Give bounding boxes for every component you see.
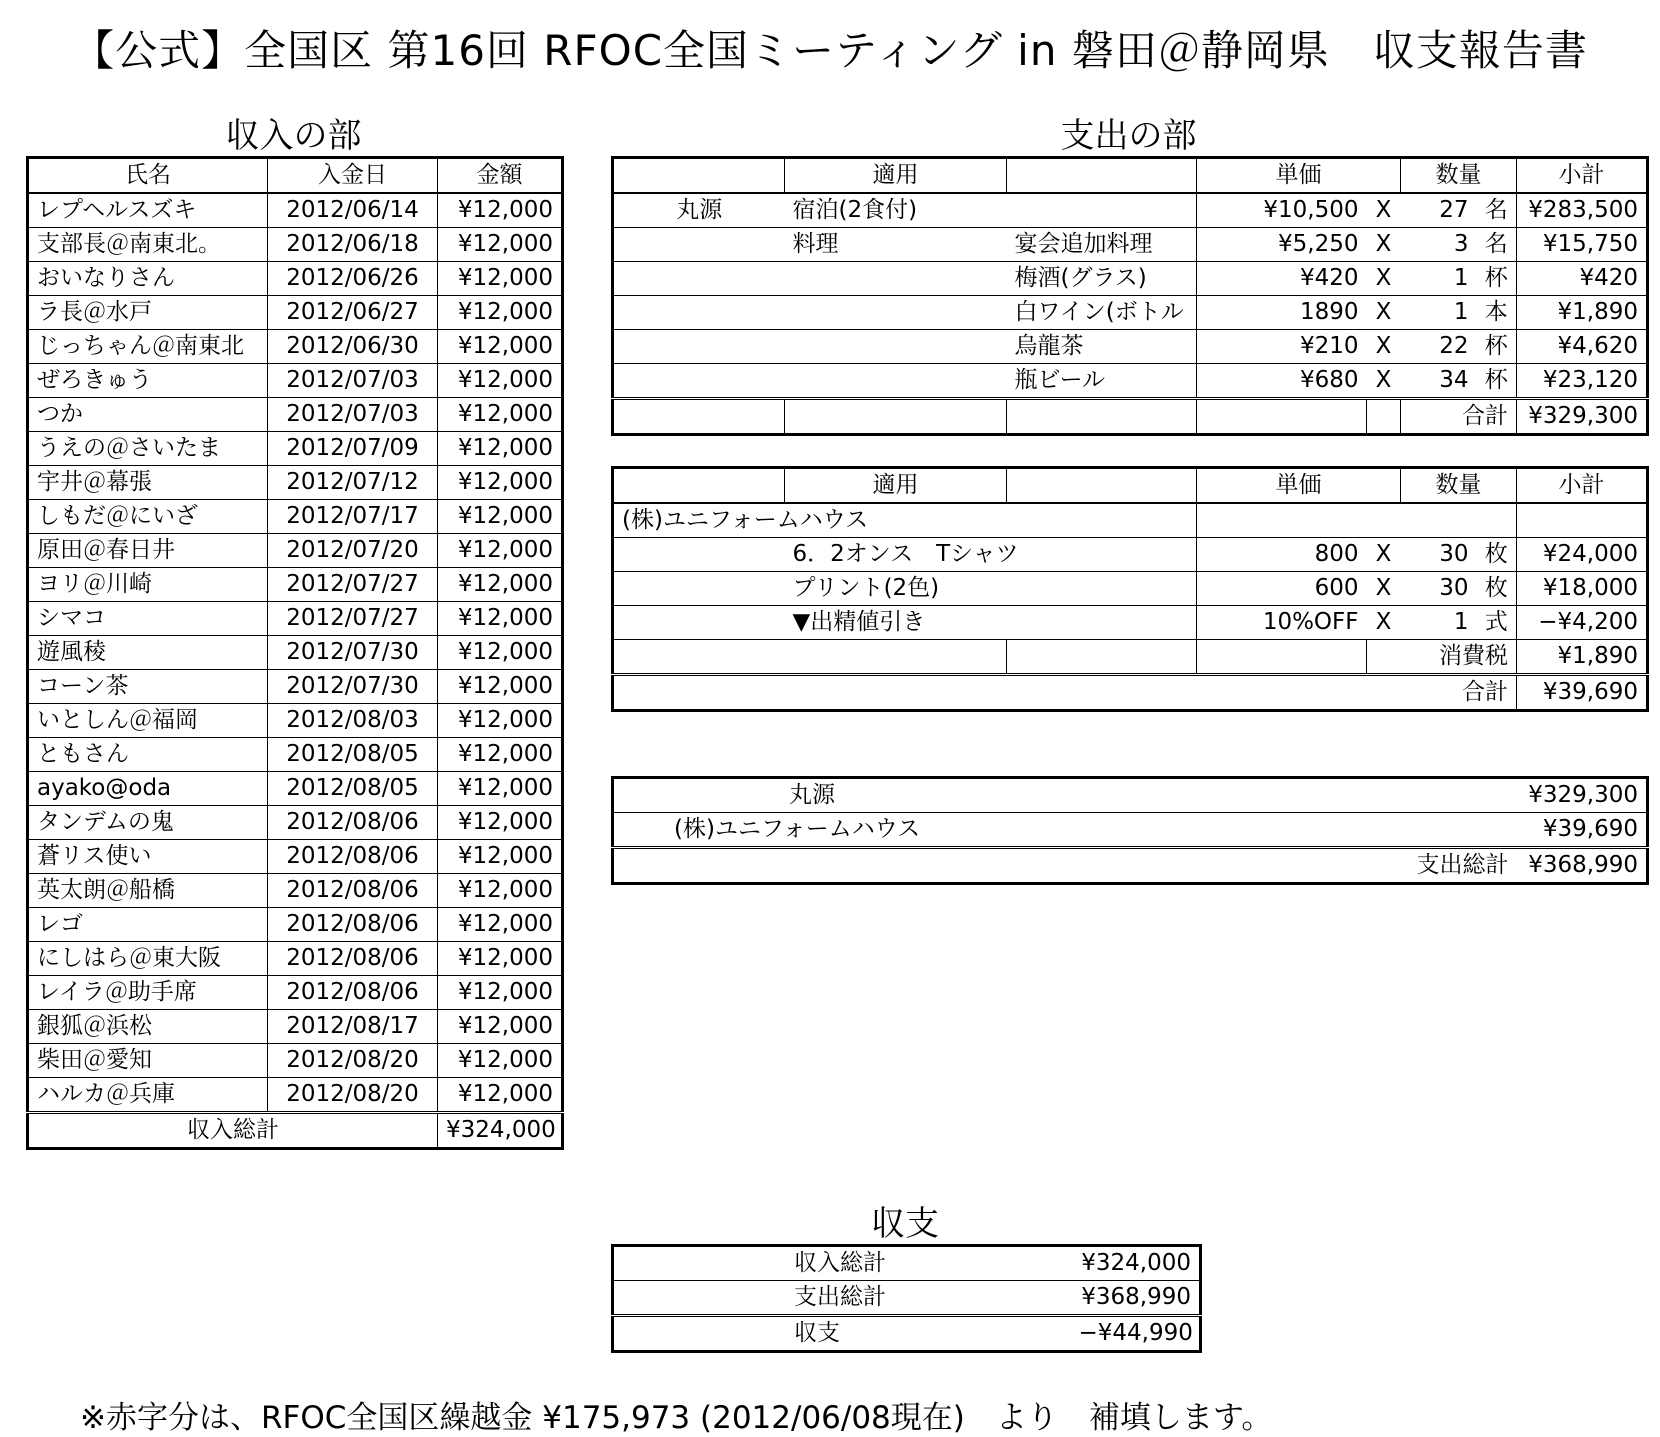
- payment-amount: ¥12,000: [438, 534, 563, 568]
- blank: [1517, 503, 1648, 538]
- subtotal: ¥24,000: [1517, 538, 1648, 572]
- payer-name: ハルカ＠兵庫: [28, 1078, 268, 1113]
- unit-price: ¥210: [1197, 330, 1367, 364]
- subtotal: ¥23,120: [1517, 364, 1648, 399]
- quantity: 34: [1401, 364, 1477, 399]
- times-sign: X: [1367, 228, 1401, 262]
- expense1-row: [613, 228, 1648, 262]
- payment-date: 2012/07/17: [268, 500, 438, 534]
- blank: [1007, 399, 1197, 435]
- payer-name: レゴ: [28, 908, 268, 942]
- blank: [613, 399, 785, 435]
- expense-grand-total-label: 支出総計: [613, 848, 1517, 884]
- times-sign: X: [1367, 193, 1401, 228]
- payment-amount: ¥12,000: [438, 670, 563, 704]
- expense2-row: [613, 606, 1648, 640]
- payment-amount: ¥12,000: [438, 432, 563, 466]
- column-header: 単価: [1197, 158, 1401, 194]
- expense-summary-table: [611, 776, 1649, 885]
- payment-amount: ¥12,000: [438, 840, 563, 874]
- payment-date: 2012/07/09: [268, 432, 438, 466]
- balance-row: [613, 1246, 1201, 1281]
- income-row: [28, 636, 563, 670]
- income-row: [28, 466, 563, 500]
- payment-amount: ¥12,000: [438, 228, 563, 262]
- payment-amount: ¥12,000: [438, 874, 563, 908]
- balance-label: 収入総計: [613, 1246, 1071, 1281]
- income-row: [28, 500, 563, 534]
- income-row: [28, 1078, 563, 1113]
- payer-name: 柴田＠愛知: [28, 1044, 268, 1078]
- balance-row: [613, 1316, 1201, 1352]
- payment-date: 2012/06/30: [268, 330, 438, 364]
- column-header: 入金日: [268, 158, 438, 194]
- summary-value: ¥329,300: [1517, 778, 1648, 813]
- vendor-name: [613, 296, 785, 330]
- payer-name: レイラ＠助手席: [28, 976, 268, 1010]
- payer-name: おいなりさん: [28, 262, 268, 296]
- payer-name: ぜろきゅう: [28, 364, 268, 398]
- income-total-row: [28, 1113, 563, 1149]
- payment-amount: ¥12,000: [438, 330, 563, 364]
- payer-name: 支部長＠南東北。: [28, 228, 268, 262]
- blank: [1007, 640, 1197, 675]
- payment-amount: ¥12,000: [438, 772, 563, 806]
- payer-name: タンデムの鬼: [28, 806, 268, 840]
- payment-amount: ¥12,000: [438, 908, 563, 942]
- unit: 式: [1477, 606, 1517, 640]
- income-row: [28, 228, 563, 262]
- payment-date: 2012/08/06: [268, 874, 438, 908]
- payer-name: ayako@oda: [28, 772, 268, 806]
- payment-amount: ¥12,000: [438, 1010, 563, 1044]
- balance-label: 収支: [613, 1316, 1071, 1352]
- expense1-total-row: [613, 399, 1648, 435]
- item-name: [785, 296, 1007, 330]
- expense2-total-label: 合計: [613, 675, 1517, 711]
- payment-amount: ¥12,000: [438, 1044, 563, 1078]
- expense1-row: [613, 193, 1648, 228]
- payment-date: 2012/06/27: [268, 296, 438, 330]
- income-row: [28, 772, 563, 806]
- payment-date: 2012/07/03: [268, 398, 438, 432]
- times-sign: X: [1367, 572, 1401, 606]
- item-detail: 烏龍茶: [1007, 330, 1197, 364]
- balance-value: −¥44,990: [1071, 1316, 1201, 1352]
- payment-date: 2012/06/14: [268, 193, 438, 228]
- item-detail: 瓶ビール: [1007, 364, 1197, 399]
- vendor-name: (株)ユニフォームハウス: [613, 503, 1197, 538]
- column-header: 金額: [438, 158, 563, 194]
- item-name: [785, 364, 1007, 399]
- tax-value: ¥1,890: [1517, 640, 1648, 675]
- item-name: [785, 330, 1007, 364]
- payer-name: にしはら＠東大阪: [28, 942, 268, 976]
- unit-price: ¥10,500: [1197, 193, 1367, 228]
- expense2-row: [613, 538, 1648, 572]
- blank: [613, 538, 785, 572]
- income-row: [28, 296, 563, 330]
- blank: [1197, 503, 1517, 538]
- column-header: 数量: [1401, 468, 1517, 504]
- quantity: 22: [1401, 330, 1477, 364]
- income-total-label: 収入総計: [28, 1113, 438, 1149]
- payment-date: 2012/08/06: [268, 806, 438, 840]
- vendor-name: [613, 228, 785, 262]
- payer-name: コーン茶: [28, 670, 268, 704]
- income-row: [28, 942, 563, 976]
- income-row: [28, 262, 563, 296]
- payer-name: しもだ＠にいざ: [28, 500, 268, 534]
- payment-date: 2012/08/06: [268, 976, 438, 1010]
- balance-heading: 収支: [871, 1204, 939, 1244]
- balance-row: [613, 1281, 1201, 1316]
- payment-date: 2012/08/06: [268, 908, 438, 942]
- header-blank: [613, 468, 785, 504]
- times-sign: X: [1367, 262, 1401, 296]
- times-sign: X: [1367, 330, 1401, 364]
- unit: 本: [1477, 296, 1517, 330]
- unit: 枚: [1477, 538, 1517, 572]
- blank: [785, 399, 1007, 435]
- expense2-vendor-row: [613, 503, 1648, 538]
- footer-note: ※赤字分は、RFOC全国区繰越金 ¥175,973 (2012/06/08現在) より 補填します。: [80, 1400, 1273, 1436]
- quantity: 3: [1401, 228, 1477, 262]
- income-row: [28, 364, 563, 398]
- income-row: [28, 806, 563, 840]
- payer-name: 原田＠春日井: [28, 534, 268, 568]
- payer-name: つか: [28, 398, 268, 432]
- expense2-row: [613, 572, 1648, 606]
- unit-price: 600: [1197, 572, 1367, 606]
- vendor-name: [613, 330, 785, 364]
- summary-label: (株)ユニフォームハウス: [613, 813, 1517, 848]
- expense2-tax-row: [613, 640, 1648, 675]
- income-row: [28, 398, 563, 432]
- quantity: 30: [1401, 572, 1477, 606]
- unit-price: ¥420: [1197, 262, 1367, 296]
- payment-date: 2012/08/05: [268, 738, 438, 772]
- payment-amount: ¥12,000: [438, 1078, 563, 1113]
- expense2-header-row: [613, 468, 1648, 504]
- expense1-row: [613, 296, 1648, 330]
- blank: [1367, 399, 1401, 435]
- times-sign: X: [1367, 606, 1401, 640]
- times-sign: X: [1367, 538, 1401, 572]
- payment-amount: ¥12,000: [438, 636, 563, 670]
- item-name: ▼出精値引き: [785, 606, 1197, 640]
- income-row: [28, 976, 563, 1010]
- income-row: [28, 602, 563, 636]
- payment-amount: ¥12,000: [438, 568, 563, 602]
- item-detail: 梅酒(グラス): [1007, 262, 1197, 296]
- balance-label: 支出総計: [613, 1281, 1071, 1316]
- subtotal: ¥18,000: [1517, 572, 1648, 606]
- blank: [1197, 399, 1367, 435]
- column-header: 小計: [1517, 158, 1648, 194]
- unit: 枚: [1477, 572, 1517, 606]
- payment-date: 2012/08/06: [268, 840, 438, 874]
- blank: [1197, 640, 1367, 675]
- payment-amount: ¥12,000: [438, 500, 563, 534]
- item-name: [785, 262, 1007, 296]
- unit-price: ¥680: [1197, 364, 1367, 399]
- income-row: [28, 568, 563, 602]
- page-title: 【公式】全国区 第16回 RFOC全国ミーティング in 磐田＠静岡県 収支報告書: [72, 26, 1588, 75]
- income-row: [28, 874, 563, 908]
- income-row: [28, 330, 563, 364]
- expense2-total-row: [613, 675, 1648, 711]
- income-row: [28, 193, 563, 228]
- payment-amount: ¥12,000: [438, 296, 563, 330]
- expense-table-uniformhouse: [611, 466, 1649, 712]
- payment-amount: ¥12,000: [438, 942, 563, 976]
- column-header: 単価: [1197, 468, 1401, 504]
- blank: [613, 606, 785, 640]
- payment-date: 2012/08/17: [268, 1010, 438, 1044]
- payment-date: 2012/07/30: [268, 636, 438, 670]
- expense2-total-value: ¥39,690: [1517, 675, 1648, 711]
- vendor-name: 丸源: [613, 193, 785, 228]
- income-row: [28, 704, 563, 738]
- subtotal: ¥283,500: [1517, 193, 1648, 228]
- unit-price: 1890: [1197, 296, 1367, 330]
- column-header: 適用: [785, 158, 1007, 194]
- item-name: プリント(2色): [785, 572, 1197, 606]
- income-row: [28, 738, 563, 772]
- unit-price: ¥5,250: [1197, 228, 1367, 262]
- payer-name: ヨリ＠川崎: [28, 568, 268, 602]
- income-heading: 収入の部: [225, 116, 362, 156]
- expense-table-marugen: [611, 156, 1649, 436]
- balance-value: ¥368,990: [1071, 1281, 1201, 1316]
- subtotal: ¥1,890: [1517, 296, 1648, 330]
- payment-amount: ¥12,000: [438, 364, 563, 398]
- payment-date: 2012/08/05: [268, 772, 438, 806]
- income-row: [28, 432, 563, 466]
- blank: [613, 640, 1007, 675]
- payment-amount: ¥12,000: [438, 398, 563, 432]
- expense-grand-total-value: ¥368,990: [1517, 848, 1648, 884]
- subtotal: −¥4,200: [1517, 606, 1648, 640]
- unit-price: 800: [1197, 538, 1367, 572]
- summary-label: 丸源: [613, 778, 1517, 813]
- expense-summary-row: [613, 813, 1648, 848]
- payer-name: いとしん＠福岡: [28, 704, 268, 738]
- payment-date: 2012/06/18: [268, 228, 438, 262]
- payment-date: 2012/07/20: [268, 534, 438, 568]
- payer-name: ラ長＠水戸: [28, 296, 268, 330]
- item-detail: 白ワイン(ボトル: [1007, 296, 1197, 330]
- payer-name: うえの＠さいたま: [28, 432, 268, 466]
- payer-name: 遊風稜: [28, 636, 268, 670]
- expense1-row: [613, 330, 1648, 364]
- payment-amount: ¥12,000: [438, 738, 563, 772]
- payment-amount: ¥12,000: [438, 193, 563, 228]
- tax-label: 消費税: [1367, 640, 1517, 675]
- unit: 名: [1477, 228, 1517, 262]
- expense1-row: [613, 364, 1648, 399]
- column-header: 氏名: [28, 158, 268, 194]
- payment-date: 2012/08/06: [268, 942, 438, 976]
- payer-name: 銀狐＠浜松: [28, 1010, 268, 1044]
- vendor-name: [613, 262, 785, 296]
- quantity: 30: [1401, 538, 1477, 572]
- header-blank: [1007, 468, 1197, 504]
- payer-name: ともさん: [28, 738, 268, 772]
- item-detail: 宴会追加料理: [1007, 228, 1197, 262]
- item-name: 料理: [785, 228, 1007, 262]
- balance-table: [611, 1244, 1202, 1353]
- income-row: [28, 908, 563, 942]
- payment-amount: ¥12,000: [438, 602, 563, 636]
- times-sign: X: [1367, 296, 1401, 330]
- payer-name: 蒼リス使い: [28, 840, 268, 874]
- payment-date: 2012/07/30: [268, 670, 438, 704]
- unit: 杯: [1477, 364, 1517, 399]
- payment-amount: ¥12,000: [438, 806, 563, 840]
- payer-name: レプヘルスズキ: [28, 193, 268, 228]
- payment-date: 2012/08/20: [268, 1044, 438, 1078]
- income-row: [28, 670, 563, 704]
- income-row: [28, 1010, 563, 1044]
- unit: 名: [1477, 193, 1517, 228]
- income-row: [28, 840, 563, 874]
- subtotal: ¥4,620: [1517, 330, 1648, 364]
- payment-amount: ¥12,000: [438, 262, 563, 296]
- expense-summary-row: [613, 778, 1648, 813]
- payment-date: 2012/07/12: [268, 466, 438, 500]
- payment-date: 2012/08/20: [268, 1078, 438, 1113]
- payer-name: じっちゃん＠南東北: [28, 330, 268, 364]
- payment-amount: ¥12,000: [438, 704, 563, 738]
- income-row: [28, 534, 563, 568]
- subtotal: ¥420: [1517, 262, 1648, 296]
- quantity: 1: [1401, 262, 1477, 296]
- column-header: 数量: [1401, 158, 1517, 194]
- item-name: 宿泊(2食付): [785, 193, 1007, 228]
- unit-price: 10%OFF: [1197, 606, 1367, 640]
- income-header-row: [28, 158, 563, 194]
- payment-date: 2012/07/27: [268, 602, 438, 636]
- summary-value: ¥39,690: [1517, 813, 1648, 848]
- times-sign: X: [1367, 364, 1401, 399]
- item-name: 6．2オンス Tシャツ: [785, 538, 1197, 572]
- payment-date: 2012/08/03: [268, 704, 438, 738]
- income-table: [26, 156, 564, 1150]
- unit: 杯: [1477, 330, 1517, 364]
- unit: 杯: [1477, 262, 1517, 296]
- blank: [613, 572, 785, 606]
- income-total-value: ¥324,000: [438, 1113, 563, 1149]
- payer-name: シマコ: [28, 602, 268, 636]
- column-header: 適用: [785, 468, 1007, 504]
- payment-date: 2012/07/27: [268, 568, 438, 602]
- expense1-header-row: [613, 158, 1648, 194]
- header-blank: [1007, 158, 1197, 194]
- payer-name: 宇井＠幕張: [28, 466, 268, 500]
- payment-amount: ¥12,000: [438, 976, 563, 1010]
- expense1-row: [613, 262, 1648, 296]
- expense-heading: 支出の部: [1060, 116, 1197, 156]
- payer-name: 英太朗＠船橋: [28, 874, 268, 908]
- expense-summary-total-row: [613, 848, 1648, 884]
- vendor-name: [613, 364, 785, 399]
- quantity: 1: [1401, 606, 1477, 640]
- payment-date: 2012/06/26: [268, 262, 438, 296]
- quantity: 1: [1401, 296, 1477, 330]
- expense1-total-value: ¥329,300: [1517, 399, 1648, 435]
- payment-date: 2012/07/03: [268, 364, 438, 398]
- column-header: 小計: [1517, 468, 1648, 504]
- expense1-total-label: 合計: [1401, 399, 1517, 435]
- balance-value: ¥324,000: [1071, 1246, 1201, 1281]
- quantity: 27: [1401, 193, 1477, 228]
- income-row: [28, 1044, 563, 1078]
- subtotal: ¥15,750: [1517, 228, 1648, 262]
- header-blank: [613, 158, 785, 194]
- payment-amount: ¥12,000: [438, 466, 563, 500]
- item-detail: [1007, 193, 1197, 228]
